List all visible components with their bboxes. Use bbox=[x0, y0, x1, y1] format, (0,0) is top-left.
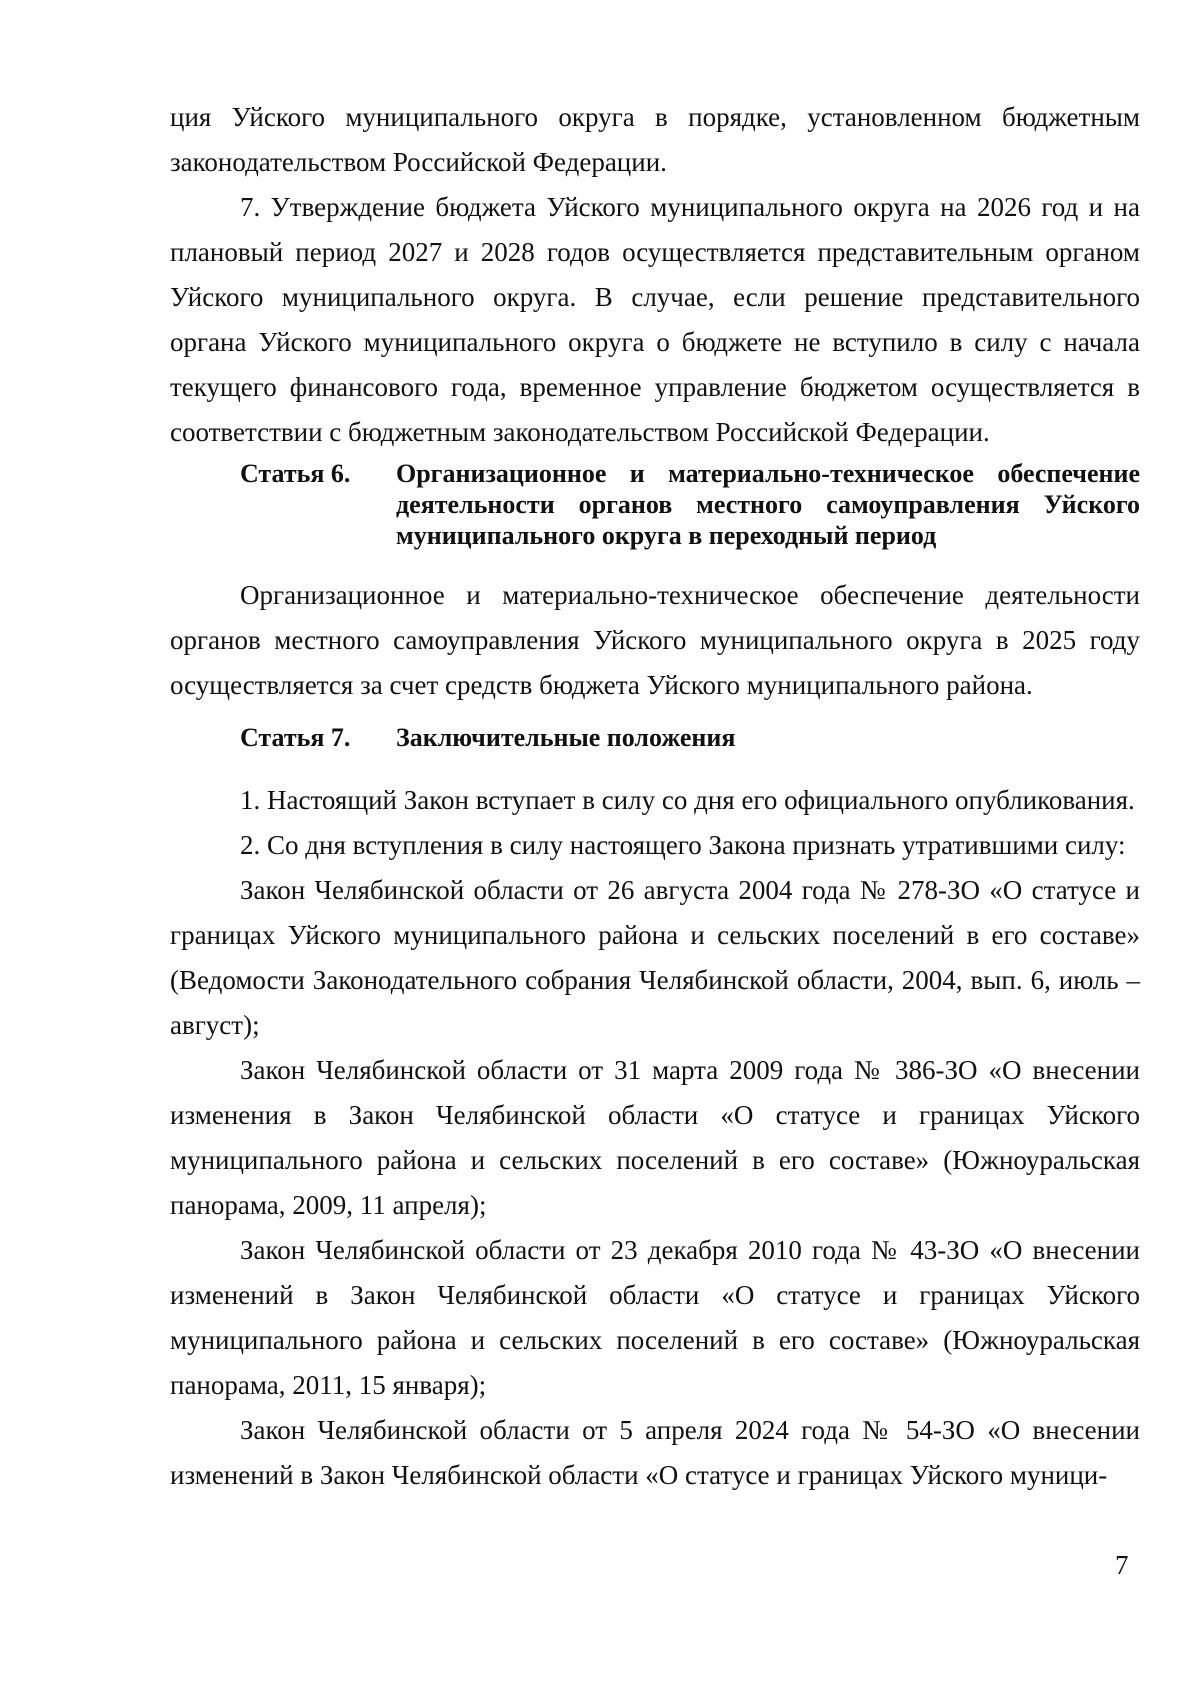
article-6-title: Организационное и материально-техническое обеспечение деятельности органов местного самоуправления Уйского муниципального округа в переходный период bbox=[396, 459, 1140, 550]
page-number: 7 bbox=[1115, 1550, 1129, 1580]
article-6-heading bbox=[240, 458, 1140, 551]
article-7-title: Заключительные положения bbox=[396, 723, 736, 752]
repealed-law-1: Закон Челябинской области от 26 августа 2004 года № 278-ЗО «О статусе и границах Уйского муниципального района и сельских поселений в его составе» (Ведомости Законодательного собрания Челябинской области, 2004, вып. 6, июль – август); bbox=[170, 875, 1140, 1040]
repealed-law-2: Закон Челябинской области от 31 марта 2009 года № 386-ЗО «О внесении изменения в Закон Челябинской области «О статусе и границах Уйского муниципального района и сельских поселений в его составе» (Южноуральская панорама, 2009, 11 апреля); bbox=[170, 1055, 1140, 1220]
repealed-law-4: Закон Челябинской области от 5 апреля 2024 года № 54-ЗО «О внесении изменений в Закон Челябинской области «О статусе и границах Уйского муници- bbox=[170, 1415, 1140, 1490]
article-7-heading bbox=[240, 722, 1140, 753]
paragraph-continuation: ция Уйского муниципального округа в порядке, установленном бюджетным законодательством Российской Федерации. bbox=[170, 102, 1140, 177]
article-7-number: Статья 7. bbox=[240, 723, 351, 752]
article-7-body bbox=[170, 778, 1140, 1498]
article-6-number: Статья 6. bbox=[240, 459, 351, 488]
article-6-paragraph: Организационное и материально-техническое обеспечение деятельности органов местного самоуправления Уйского муниципального округа в 2025 году осуществляется за счет средств бюджета Уйского муниципального района. bbox=[170, 580, 1140, 700]
article-7-item-2: 2. Со дня вступления в силу настоящего Закона признать утратившими силу: bbox=[240, 830, 1126, 860]
article-7-item-1: 1. Настоящий Закон вступает в силу со дня его официального опубликования. bbox=[240, 785, 1135, 815]
article-6-body bbox=[170, 573, 1140, 708]
repealed-law-3: Закон Челябинской области от 23 декабря 2010 года № 43-ЗО «О внесении изменений в Закон Челябинской области «О статусе и границах Уйского муниципального района и сельских поселений в его составе» (Южноуральская панорама, 2011, 15 января); bbox=[170, 1235, 1140, 1400]
top-text-block bbox=[170, 95, 1140, 455]
paragraph-item-7: 7. Утверждение бюджета Уйского муниципального округа на 2026 год и на плановый период 2027 и 2028 годов осуществляется представительным органом Уйского муниципального округа. В случае, если решение представительного органа Уйского муниципального округа о бюджете не вступило в силу с начала текущего финансового года, временное управление бюджетом осуществляется в соответствии с бюджетным законодательством Российской Федерации. bbox=[170, 192, 1140, 447]
